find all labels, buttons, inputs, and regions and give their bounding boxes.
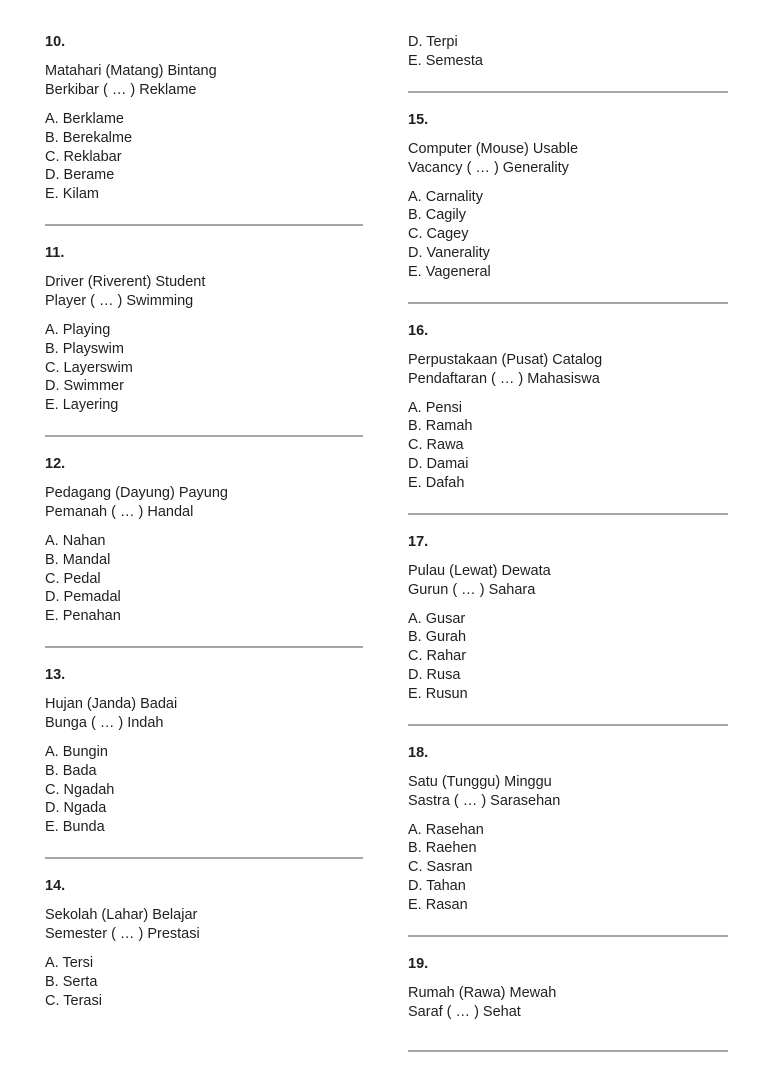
answer-option-e: E. Dafah bbox=[408, 474, 465, 491]
answer-option-e: E. Semesta bbox=[408, 52, 483, 69]
answer-option-a: A. Pensi bbox=[408, 399, 462, 416]
question-separator bbox=[408, 935, 728, 937]
answer-option-b: B. Playswim bbox=[45, 340, 124, 357]
question-stem-line2: Saraf ( … ) Sehat bbox=[408, 1003, 521, 1020]
answer-option-a: A. Berklame bbox=[45, 111, 124, 127]
answer-option-e: E. Bunda bbox=[45, 819, 105, 836]
question-stem-line2: Berkibar ( … ) Reklame bbox=[45, 82, 197, 98]
answer-option-c: C. Rawa bbox=[408, 437, 464, 454]
answer-options bbox=[408, 821, 728, 915]
answer-option-d: D. Rusa bbox=[408, 666, 461, 683]
question-stem-line1: Computer (Mouse) Usable bbox=[408, 140, 579, 157]
question-stem-line1: Perpustakaan (Pusat) Catalog bbox=[408, 351, 603, 368]
answer-option-a: A. Tersi bbox=[45, 954, 94, 971]
question-block-15 bbox=[408, 111, 728, 304]
question-stem-line1: Hujan (Janda) Badai bbox=[45, 695, 178, 712]
question-stem-line1: Pulau (Lewat) Dewata bbox=[408, 562, 551, 579]
question-block-10 bbox=[45, 33, 363, 226]
question-number: 10. bbox=[45, 34, 66, 50]
question-stem-line2: Bunga ( … ) Indah bbox=[45, 714, 164, 731]
question-stem-line2: Semester ( … ) Prestasi bbox=[45, 925, 200, 942]
answer-option-c: C. Sasran bbox=[408, 859, 473, 876]
question-separator bbox=[408, 302, 728, 304]
question-separator bbox=[408, 91, 728, 93]
question-stem-line1: Rumah (Rawa) Mewah bbox=[408, 984, 557, 1001]
answer-option-c: C. Layerswim bbox=[45, 359, 133, 376]
question-separator bbox=[45, 435, 363, 437]
question-number: 14. bbox=[45, 877, 66, 894]
answer-option-c: C. Pedal bbox=[45, 570, 101, 587]
answer-options bbox=[45, 532, 363, 626]
right-column bbox=[408, 33, 728, 1068]
answer-option-b: B. Bada bbox=[45, 762, 97, 779]
answer-options bbox=[408, 188, 728, 282]
question-separator bbox=[408, 1050, 728, 1052]
answer-option-b: B. Gurah bbox=[408, 629, 467, 646]
answer-option-a: A. Playing bbox=[45, 321, 111, 338]
question-stem-line1: Driver (Riverent) Student bbox=[45, 273, 206, 290]
question-block-11 bbox=[45, 244, 363, 437]
question-block-18 bbox=[408, 744, 728, 937]
question-stem-line2: Pendaftaran ( … ) Mahasiswa bbox=[408, 370, 600, 387]
answer-option-d: D. Ngada bbox=[45, 800, 107, 817]
question-14-continuation bbox=[408, 33, 728, 93]
question-number: 13. bbox=[45, 666, 66, 683]
answer-option-a: A. Carnality bbox=[408, 188, 483, 205]
answer-options bbox=[408, 399, 728, 493]
question-separator bbox=[408, 513, 728, 515]
question-block-16 bbox=[408, 322, 728, 515]
question-stem-line2: Vacancy ( … ) Generality bbox=[408, 159, 569, 176]
question-separator bbox=[45, 857, 363, 859]
answer-option-c: C. Ngadah bbox=[45, 781, 115, 798]
question-separator bbox=[45, 646, 363, 648]
question-block-12 bbox=[45, 455, 363, 648]
answer-option-e: E. Penahan bbox=[45, 608, 121, 625]
left-column bbox=[45, 33, 363, 1010]
question-stem-line2: Player ( … ) Swimming bbox=[45, 292, 194, 309]
question-number: 12. bbox=[45, 455, 66, 472]
answer-option-b: B. Cagily bbox=[408, 207, 467, 224]
answer-options bbox=[45, 954, 363, 1010]
question-block-13 bbox=[45, 666, 363, 859]
question-separator bbox=[408, 724, 728, 726]
question-number: 19. bbox=[408, 955, 429, 972]
answer-option-b: B. Mandal bbox=[45, 551, 111, 568]
answer-option-d: D. Damai bbox=[408, 455, 469, 472]
answer-option-d: D. Terpi bbox=[408, 34, 458, 50]
answer-option-d: D. Swimmer bbox=[45, 378, 124, 395]
question-stem-line1: Satu (Tunggu) Minggu bbox=[408, 773, 552, 790]
question-stem-line2: Pemanah ( … ) Handal bbox=[45, 503, 194, 520]
answer-options bbox=[45, 321, 363, 415]
question-number: 18. bbox=[408, 744, 429, 761]
question-stem-line1: Pedagang (Dayung) Payung bbox=[45, 484, 228, 501]
question-block-17 bbox=[408, 533, 728, 726]
answer-option-b: B. Raehen bbox=[408, 840, 477, 857]
question-number: 16. bbox=[408, 322, 429, 339]
answer-option-e: E. Vageneral bbox=[408, 263, 491, 280]
answer-option-c: C. Cagey bbox=[408, 226, 469, 243]
answer-options bbox=[45, 743, 363, 837]
answer-option-e: E. Rusun bbox=[408, 685, 468, 702]
answer-options bbox=[408, 610, 728, 704]
question-block-19 bbox=[408, 955, 728, 1052]
question-block-14 bbox=[45, 877, 363, 1010]
question-separator bbox=[45, 224, 363, 226]
answer-option-e: E. Rasan bbox=[408, 896, 468, 913]
answer-option-c: C. Rahar bbox=[408, 648, 467, 665]
answer-options bbox=[45, 110, 363, 204]
answer-option-b: B. Serta bbox=[45, 973, 98, 990]
answer-option-d: D. Tahan bbox=[408, 877, 466, 894]
answer-option-b: B. Ramah bbox=[408, 418, 473, 435]
answer-option-e: E. Layering bbox=[45, 397, 119, 414]
answer-option-c: C. Terasi bbox=[45, 992, 102, 1009]
answer-option-d: D. Berame bbox=[45, 167, 115, 184]
question-stem-line2: Sastra ( … ) Sarasehan bbox=[408, 792, 561, 809]
question-stem-line1: Matahari (Matang) Bintang bbox=[45, 63, 217, 79]
question-number: 17. bbox=[408, 533, 429, 550]
answer-option-a: A. Nahan bbox=[45, 532, 106, 549]
question-stem-line1: Sekolah (Lahar) Belajar bbox=[45, 906, 198, 923]
answer-option-a: A. Gusar bbox=[408, 610, 466, 627]
answer-option-d: D. Pemadal bbox=[45, 589, 121, 606]
question-number: 15. bbox=[408, 111, 429, 128]
answer-option-a: A. Rasehan bbox=[408, 821, 484, 838]
answer-option-e: E. Kilam bbox=[45, 186, 99, 203]
answer-option-b: B. Berekalme bbox=[45, 129, 133, 146]
question-stem-line2: Gurun ( … ) Sahara bbox=[408, 581, 536, 598]
answer-option-c: C. Reklabar bbox=[45, 148, 122, 165]
answer-option-a: A. Bungin bbox=[45, 743, 108, 760]
answer-option-d: D. Vanerality bbox=[408, 244, 490, 261]
question-number: 11. bbox=[45, 244, 65, 261]
